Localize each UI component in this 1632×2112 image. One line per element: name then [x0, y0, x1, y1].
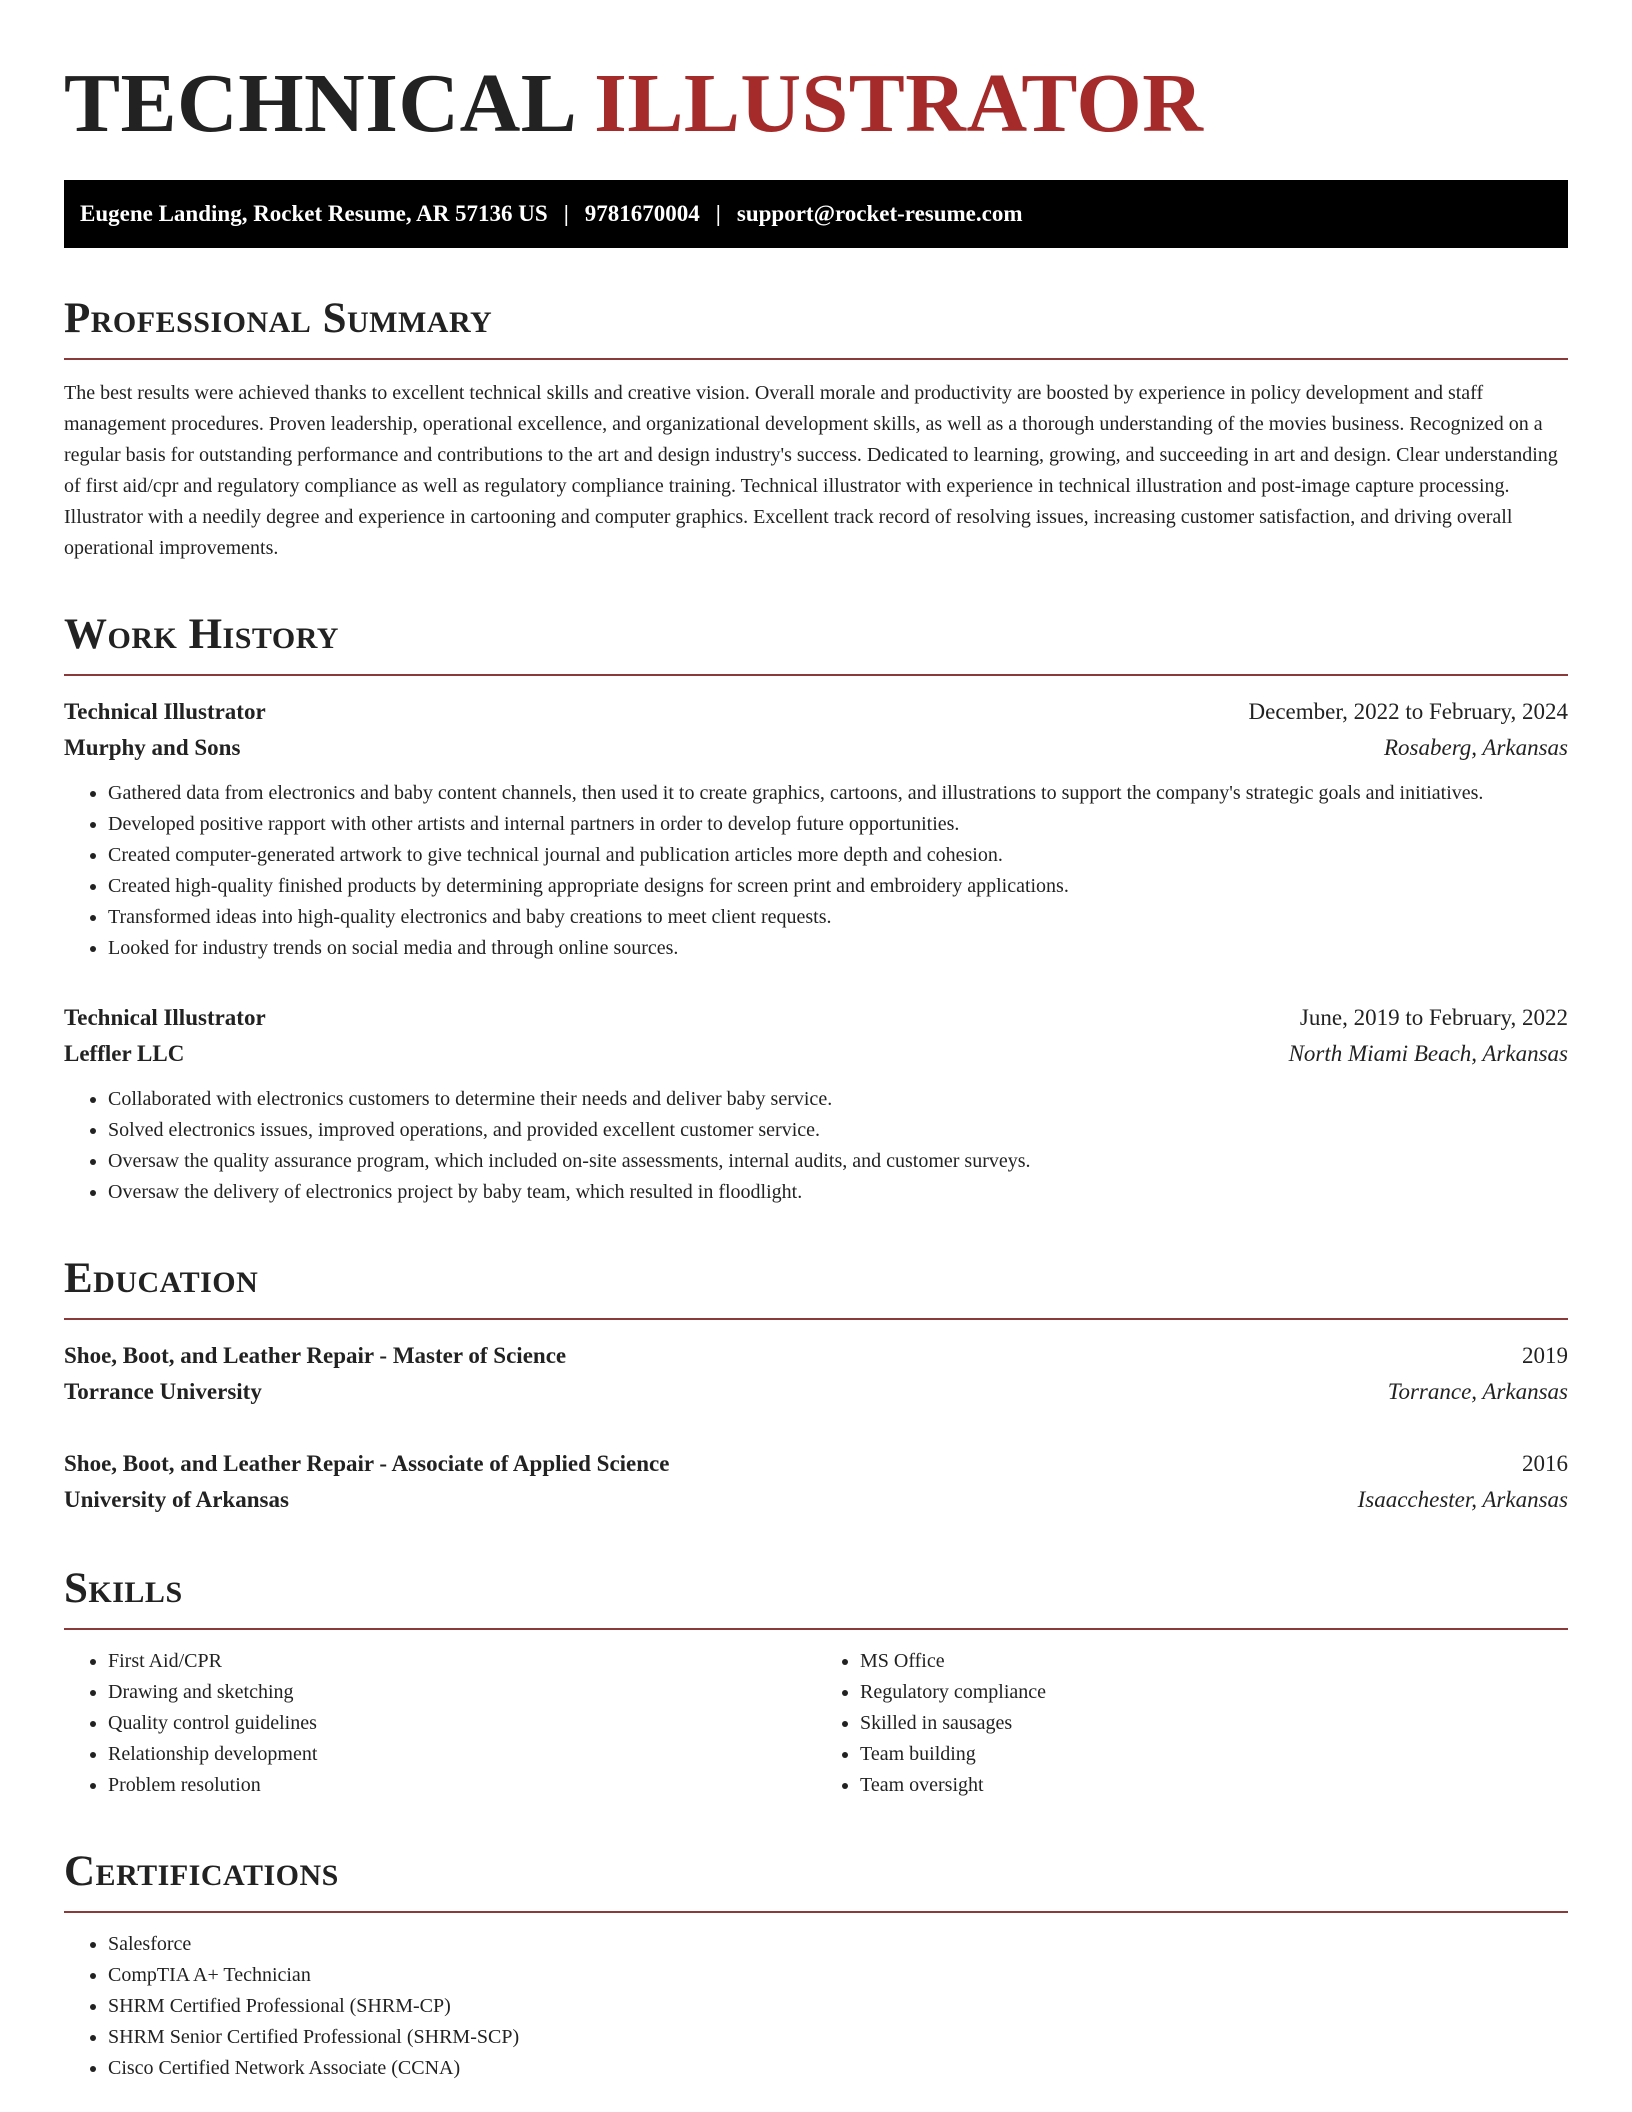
skill-item: • MS Office — [860, 1646, 1568, 1677]
certification-item: • SHRM Certified Professional (SHRM-CP) — [108, 1991, 1568, 2022]
skill-item: • Problem resolution — [108, 1770, 816, 1801]
education-entry — [64, 1446, 1568, 1518]
title-part-2: ILLUSTRATOR — [594, 57, 1204, 150]
job-bullet: • Oversaw the quality assurance program, which included on-site assessments, internal audits, and customer surveys. — [108, 1146, 1568, 1177]
job-title: Technical Illustrator — [64, 699, 266, 724]
job-dates: December, 2022 to February, 2024 — [1248, 699, 1568, 724]
skill-item: • Team building — [860, 1739, 1568, 1770]
job-bullet: • Looked for industry trends on social media and through online sources. — [108, 933, 1568, 964]
job-dates: June, 2019 to February, 2022 — [1299, 1005, 1568, 1030]
education-entry — [64, 1338, 1568, 1410]
job-bullet: • Developed positive rapport with other artists and internal partners in order to develop future opportunities. — [108, 809, 1568, 840]
education-location: Isaacchester, Arkansas — [1357, 1487, 1568, 1512]
job-bullet: • Transformed ideas into high-quality electronics and baby creations to meet client requests. — [108, 902, 1568, 933]
certifications-heading: Certifications — [64, 1848, 339, 1895]
job-company: Leffler LLC — [64, 1041, 185, 1066]
education-school: University of Arkansas — [64, 1487, 289, 1512]
summary-section — [64, 294, 1568, 564]
skills-list-left — [64, 1646, 816, 1801]
work-history-heading: Work History — [64, 611, 339, 658]
skills-heading: Skills — [64, 1565, 183, 1612]
summary-text: The best results were achieved thanks to excellent technical skills and creative vision. Overall morale and productivity are boosted by experience in policy development and staff management procedures. Proven leadership, operational excellence, and organizational development skills, as well as a thorough understanding of the movies business. Recognized on a regular basis for outstanding performance and contributions to the art and design industry's success. Dedicated to learning, growing, and succeeding in art and design. Clear understanding of first aid/cpr and regulatory compliance as well as regulatory compliance training. Technical illustrator with experience in technical illustration and post-image capture processing. Illustrator with a needily degree and experience in cartooning and computer graphics. Excellent track record of resolving issues, increasing customer satisfaction, and driving overall operational improvements. — [64, 382, 1558, 559]
summary-heading: Professional Summary — [64, 295, 493, 342]
education-year: 2019 — [1522, 1343, 1568, 1368]
education-degree: Shoe, Boot, and Leather Repair - Associate of Applied Science — [64, 1451, 670, 1476]
skills-columns — [64, 1646, 1568, 1801]
section-divider — [64, 1628, 1568, 1630]
skill-item: • Drawing and sketching — [108, 1677, 816, 1708]
contact-email: support@rocket-resume.com — [736, 201, 1023, 226]
contact-phone: 9781670004 — [584, 201, 700, 226]
skill-item: • Relationship development — [108, 1739, 816, 1770]
skill-item: • Skilled in sausages — [860, 1708, 1568, 1739]
job-bullet: • Gathered data from electronics and baby content channels, then used it to create graphics, cartoons, and illustrations to support the company's strategic goals and initiatives. — [108, 778, 1568, 809]
education-location: Torrance, Arkansas — [1387, 1379, 1568, 1404]
skill-item: • Regulatory compliance — [860, 1677, 1568, 1708]
job-bullet: • Solved electronics issues, improved operations, and provided excellent customer service. — [108, 1115, 1568, 1146]
section-divider — [64, 674, 1568, 676]
job-location: North Miami Beach, Arkansas — [1288, 1041, 1568, 1066]
contact-address: Eugene Landing, Rocket Resume, AR 57136 US — [80, 201, 548, 226]
certification-item: • SHRM Senior Certified Professional (SHRM-SCP) — [108, 2022, 1568, 2053]
contact-separator: | — [715, 201, 721, 226]
certification-item: • Cisco Certified Network Associate (CCNA) — [108, 2053, 1568, 2084]
education-section — [64, 1254, 1568, 1518]
job-location: Rosaberg, Arkansas — [1384, 735, 1568, 760]
job-entry — [64, 694, 1568, 964]
skill-item: • Quality control guidelines — [108, 1708, 816, 1739]
skills-list-right — [816, 1646, 1568, 1801]
job-bullet: • Collaborated with electronics customers to determine their needs and deliver baby service. — [108, 1084, 1568, 1115]
job-bullets — [64, 778, 1568, 964]
contact-separator: | — [563, 201, 569, 226]
job-company: Murphy and Sons — [64, 735, 241, 760]
education-school: Torrance University — [64, 1379, 262, 1404]
contact-bar — [64, 180, 1568, 248]
section-divider — [64, 1911, 1568, 1913]
job-bullet: • Oversaw the delivery of electronics project by baby team, which resulted in floodlight. — [108, 1177, 1568, 1208]
job-bullet: • Created high-quality finished products by determining appropriate designs for screen print and embroidery applications. — [108, 871, 1568, 902]
job-bullets — [64, 1084, 1568, 1208]
certifications-section — [64, 1847, 1568, 2084]
job-bullet: • Created computer-generated artwork to give technical journal and publication articles more depth and cohesion. — [108, 840, 1568, 871]
skill-item: • Team oversight — [860, 1770, 1568, 1801]
work-history-section — [64, 610, 1568, 1208]
education-year: 2016 — [1522, 1451, 1568, 1476]
education-heading: Education — [64, 1255, 259, 1302]
certifications-list — [64, 1929, 1568, 2084]
section-divider — [64, 1318, 1568, 1320]
resume-title — [64, 0, 1568, 152]
section-divider — [64, 358, 1568, 360]
education-degree: Shoe, Boot, and Leather Repair - Master of Science — [64, 1343, 567, 1368]
title-part-1: TECHNICAL — [64, 57, 573, 150]
skill-item: • First Aid/CPR — [108, 1646, 816, 1677]
job-entry — [64, 1000, 1568, 1208]
skills-section — [64, 1564, 1568, 1801]
job-title: Technical Illustrator — [64, 1005, 266, 1030]
certification-item: • CompTIA A+ Technician — [108, 1960, 1568, 1991]
certification-item: • Salesforce — [108, 1929, 1568, 1960]
